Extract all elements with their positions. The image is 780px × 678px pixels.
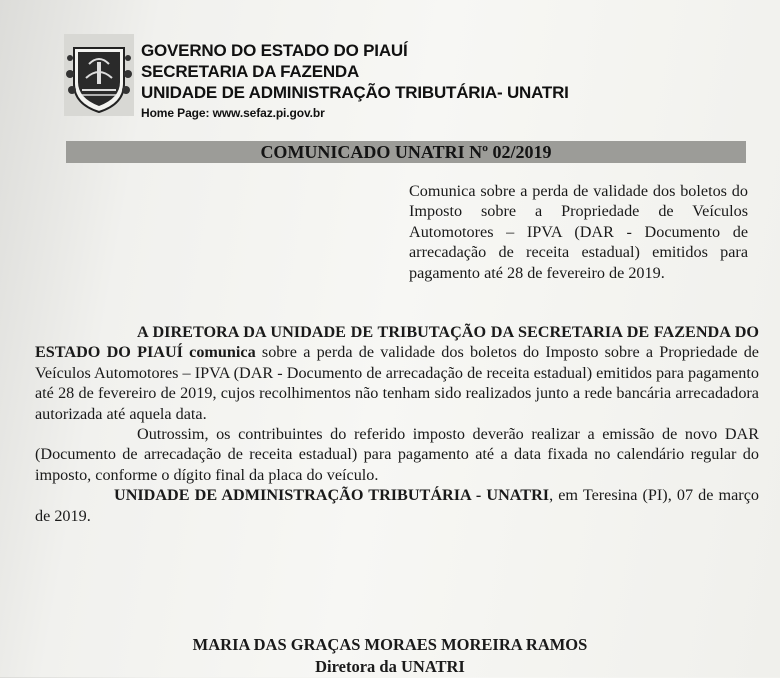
signatory-role: Diretora da UNATRI xyxy=(315,657,465,676)
paragraph-2: Outrossim, os contribuintes do referido imposto deverão realizar a emissão de novo DAR (Documento de arrecadação de receita estadual) para pagamento até a data fixada no calendário regular do imposto, conforme o dígito final da placa do veículo. xyxy=(35,425,759,484)
document-body xyxy=(35,322,759,526)
paragraph-3 xyxy=(35,485,759,526)
summary-block: Comunica sobre a perda de validade dos boletos do Imposto sobre a Propriedade de Veículos Automotores – IPVA (DAR - Documento de arrecadação de receita estadual) emitidos para pagamento até 28 de fevereiro de 2019. xyxy=(409,182,748,282)
document-title: COMUNICADO UNATRI Nº 02/2019 xyxy=(260,141,552,162)
signature-block xyxy=(0,634,780,678)
paragraph-1-lead: A DIRETORA DA UNIDADE DE TRIBUTAÇÃO DA SECRETARIA DE FAZENDA DO ESTADO DO PIAUÍ comunica xyxy=(35,323,759,362)
government-name: GOVERNO DO ESTADO DO PIAUÍ xyxy=(141,41,408,60)
secretariat-name: SECRETARIA DA FAZENDA xyxy=(141,62,360,81)
document-header xyxy=(141,40,569,121)
homepage-link[interactable]: Home Page: www.sefaz.pi.gov.br xyxy=(141,106,325,120)
state-seal-logo xyxy=(64,34,134,116)
coat-of-arms-icon xyxy=(64,34,134,116)
paragraph-1 xyxy=(35,322,759,424)
paragraph-3-lead: UNIDADE DE ADMINISTRAÇÃO TRIBUTÁRIA - UNATRI xyxy=(114,486,550,505)
paragraph-3-text: , em Teresina (PI), 07 de março de 2019. xyxy=(35,486,759,525)
paragraph-1-text: sobre a perda de validade dos boletos do Imposto sobre a Propriedade de Veículos Automotores – IPVA (DAR - Documento de arrecadação de receita estadual) emitidos para pagamento até 28 de fevereiro de 2019, cujos recolhimentos não tenham sido realizados junto a rede bancária arrecadadora autorizada até aquela data. xyxy=(35,343,759,423)
document-title-bar xyxy=(66,141,746,163)
unit-name: UNIDADE DE ADMINISTRAÇÃO TRIBUTÁRIA- UNATRI xyxy=(141,83,569,102)
signatory-name: MARIA DAS GRAÇAS MORAES MOREIRA RAMOS xyxy=(192,635,588,654)
